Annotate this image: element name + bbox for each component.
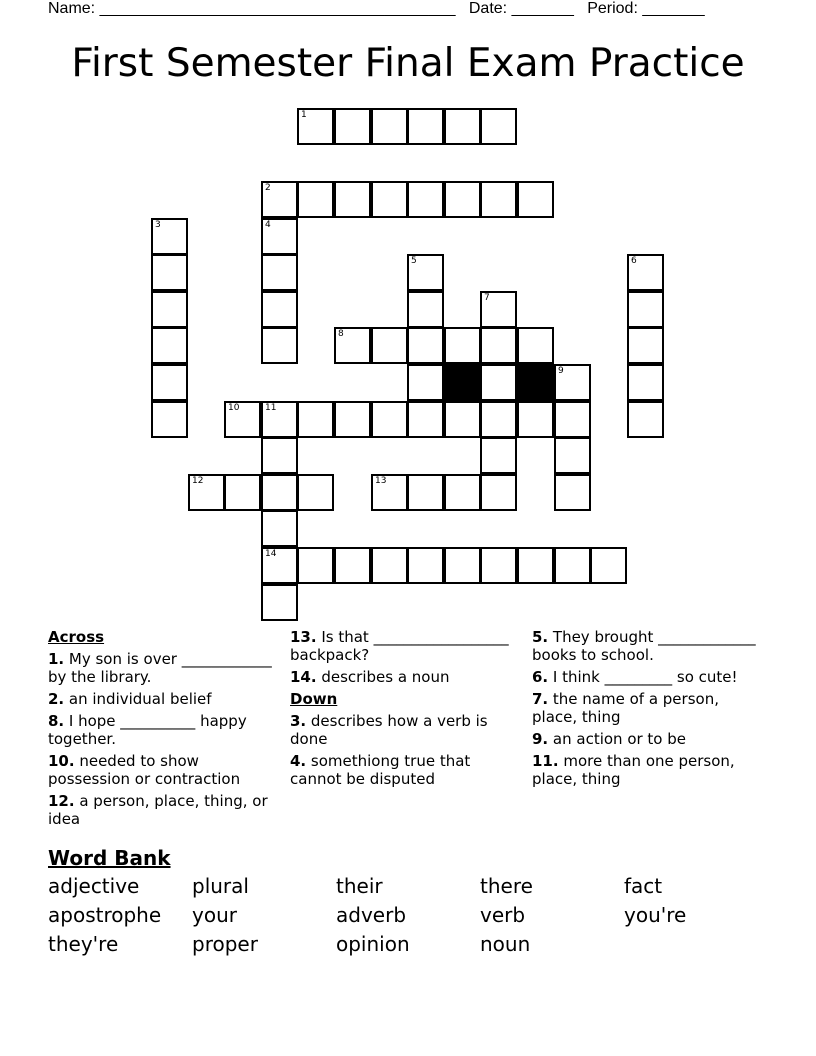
grid-cell[interactable] — [627, 364, 664, 401]
clue-number: 10 — [228, 403, 240, 413]
grid-cell[interactable] — [444, 181, 481, 218]
grid-cell[interactable] — [627, 291, 664, 328]
grid-cell[interactable] — [261, 291, 298, 328]
clue-number: 12 — [192, 476, 204, 486]
grid-cell[interactable] — [297, 108, 334, 145]
word-bank-word: verb — [480, 903, 526, 927]
grid-cell[interactable] — [480, 181, 517, 218]
clue-text: more than one person, place, thing — [532, 752, 735, 788]
grid-cell[interactable] — [261, 474, 298, 511]
grid-cell[interactable] — [297, 401, 334, 438]
grid-cell[interactable] — [590, 547, 627, 584]
clue-item — [48, 650, 284, 686]
black-square — [517, 364, 554, 401]
black-square — [444, 364, 481, 401]
grid-cell[interactable] — [297, 547, 334, 584]
grid-cell[interactable] — [480, 547, 517, 584]
clue-text: I think _________ so cute! — [548, 668, 738, 686]
clue-number-label: 13. — [290, 628, 317, 646]
clue-item — [48, 752, 284, 788]
clue-text: describes how a verb is done — [290, 712, 488, 748]
word-bank-title: Word Bank — [48, 846, 171, 870]
grid-cell[interactable] — [627, 254, 664, 291]
word-bank-word: opinion — [336, 932, 410, 956]
word-bank-word: plural — [192, 874, 249, 898]
grid-cell[interactable] — [407, 291, 444, 328]
grid-cell[interactable] — [444, 401, 481, 438]
grid-cell[interactable] — [444, 474, 481, 511]
grid-cell[interactable] — [188, 474, 225, 511]
clue-number-label: 4. — [290, 752, 307, 770]
date-label: Date: — [468, 0, 508, 17]
name-label: Name: — [48, 0, 96, 17]
word-bank-word: fact — [624, 874, 663, 898]
clue-section-heading: Down — [290, 690, 338, 708]
clue-text: Is that __________________ backpack? — [290, 628, 509, 664]
clue-text: My son is over ____________ by the library. — [48, 650, 272, 686]
grid-cell[interactable] — [224, 401, 261, 438]
page-title: First Semester Final Exam Practice — [71, 41, 745, 86]
clues-column-1 — [48, 628, 284, 832]
clue-text: somethiong true that cannot be disputed — [290, 752, 471, 788]
word-bank-word: your — [192, 903, 237, 927]
clue-number-label: 3. — [290, 712, 307, 730]
word-bank-word: adverb — [336, 903, 407, 927]
clue-number: 9 — [558, 366, 564, 376]
clue-number: 5 — [411, 256, 417, 266]
grid-cell[interactable] — [554, 437, 591, 474]
grid-cell[interactable] — [261, 327, 298, 364]
clue-number-label: 12. — [48, 792, 75, 810]
clue-item — [532, 752, 768, 788]
grid-cell[interactable] — [371, 327, 408, 364]
clue-item — [532, 628, 768, 664]
clue-text: a person, place, thing, or idea — [48, 792, 268, 828]
word-bank-word: adjective — [48, 874, 140, 898]
grid-cell[interactable] — [334, 547, 371, 584]
clue-number-label: 8. — [48, 712, 65, 730]
grid-cell[interactable] — [554, 401, 591, 438]
grid-cell[interactable] — [334, 108, 371, 145]
grid-cell[interactable] — [297, 181, 334, 218]
clue-text: They brought _____________ books to school. — [532, 628, 756, 664]
grid-cell[interactable] — [334, 181, 371, 218]
grid-cell[interactable] — [297, 474, 334, 511]
clue-number: 8 — [338, 329, 344, 339]
grid-cell[interactable] — [554, 474, 591, 511]
grid-cell[interactable] — [554, 364, 591, 401]
grid-cell[interactable] — [444, 327, 481, 364]
grid-cell[interactable] — [151, 254, 188, 291]
grid-cell[interactable] — [517, 181, 554, 218]
grid-cell[interactable] — [444, 108, 481, 145]
clue-section-heading: Across — [48, 628, 105, 646]
grid-cell[interactable] — [371, 108, 408, 145]
grid-cell[interactable] — [517, 547, 554, 584]
word-bank-word: there — [480, 874, 533, 898]
grid-cell[interactable] — [517, 327, 554, 364]
clue-number-label: 7. — [532, 690, 549, 708]
grid-cell[interactable] — [224, 474, 261, 511]
grid-cell[interactable] — [407, 401, 444, 438]
clue-item — [532, 690, 768, 726]
grid-cell[interactable] — [151, 401, 188, 438]
clue-item — [290, 628, 526, 664]
grid-cell[interactable] — [480, 437, 517, 474]
period-label: Period: — [587, 0, 638, 17]
clues-column-2 — [290, 628, 526, 792]
grid-cell[interactable] — [407, 108, 444, 145]
clue-number-label: 6. — [532, 668, 549, 686]
clue-text: an action or to be — [548, 730, 687, 748]
grid-cell[interactable] — [554, 547, 591, 584]
period-blank: _______ — [642, 0, 705, 17]
clues-column-3 — [532, 628, 768, 792]
clue-number: 14 — [265, 549, 277, 559]
grid-cell[interactable] — [407, 181, 444, 218]
clue-number: 7 — [484, 293, 490, 303]
grid-cell[interactable] — [407, 327, 444, 364]
grid-cell[interactable] — [371, 547, 408, 584]
grid-cell[interactable] — [261, 254, 298, 291]
clue-number: 3 — [155, 220, 161, 230]
clue-item — [532, 730, 768, 748]
clue-number: 2 — [265, 183, 271, 193]
grid-cell[interactable] — [517, 401, 554, 438]
grid-cell[interactable] — [407, 547, 444, 584]
grid-cell[interactable] — [444, 547, 481, 584]
grid-cell[interactable] — [371, 474, 408, 511]
grid-cell[interactable] — [480, 108, 517, 145]
grid-cell[interactable] — [407, 364, 444, 401]
grid-cell[interactable] — [480, 474, 517, 511]
grid-cell[interactable] — [627, 327, 664, 364]
clue-number-label: 11. — [532, 752, 559, 770]
clue-number: 1 — [301, 110, 307, 120]
grid-cell[interactable] — [371, 181, 408, 218]
clue-number: 6 — [631, 256, 637, 266]
grid-cell[interactable] — [627, 401, 664, 438]
clue-text: the name of a person, place, thing — [532, 690, 719, 726]
word-bank-word: apostrophe — [48, 903, 162, 927]
grid-cell[interactable] — [261, 218, 298, 255]
grid-cell[interactable] — [334, 401, 371, 438]
date-blank: _______ — [511, 0, 574, 17]
grid-cell[interactable] — [407, 474, 444, 511]
clue-number: 4 — [265, 220, 271, 230]
grid-cell[interactable] — [151, 218, 188, 255]
name-blank: ________________________________________ — [99, 0, 456, 17]
grid-cell[interactable] — [261, 437, 298, 474]
grid-cell[interactable] — [480, 327, 517, 364]
clue-number-label: 2. — [48, 690, 65, 708]
grid-cell[interactable] — [371, 401, 408, 438]
grid-cell[interactable] — [151, 327, 188, 364]
grid-cell[interactable] — [151, 291, 188, 328]
word-bank-word: noun — [480, 932, 531, 956]
word-bank-word: they're — [48, 932, 119, 956]
clue-item — [48, 712, 284, 748]
word-bank-word: you're — [624, 903, 687, 927]
grid-cell[interactable] — [334, 327, 371, 364]
clue-item — [48, 690, 284, 708]
grid-cell[interactable] — [261, 401, 298, 438]
clue-item — [290, 712, 526, 748]
clue-text: needed to show possession or contraction — [48, 752, 241, 788]
clue-text: describes a noun — [316, 668, 450, 686]
clue-number-label: 1. — [48, 650, 65, 668]
clue-item — [290, 752, 526, 788]
clue-item — [48, 792, 284, 828]
clue-number-label: 14. — [290, 668, 317, 686]
word-bank-word: their — [336, 874, 383, 898]
grid-cell[interactable] — [261, 510, 298, 547]
clue-item — [532, 668, 768, 686]
clue-item — [290, 668, 526, 686]
grid-cell[interactable] — [261, 181, 298, 218]
clue-number: 11 — [265, 403, 277, 413]
clue-text: I hope __________ happy together. — [48, 712, 247, 748]
word-bank — [48, 874, 768, 961]
clue-number-label: 10. — [48, 752, 75, 770]
grid-cell[interactable] — [480, 364, 517, 401]
grid-cell[interactable] — [407, 254, 444, 291]
grid-cell[interactable] — [151, 364, 188, 401]
grid-cell[interactable] — [480, 401, 517, 438]
grid-cell[interactable] — [261, 584, 298, 621]
clue-number-label: 9. — [532, 730, 549, 748]
word-bank-word: proper — [192, 932, 258, 956]
clue-number-label: 5. — [532, 628, 549, 646]
clue-number: 13 — [375, 476, 387, 486]
grid-cell[interactable] — [480, 291, 517, 328]
clue-text: an individual belief — [64, 690, 212, 708]
grid-cell[interactable] — [261, 547, 298, 584]
